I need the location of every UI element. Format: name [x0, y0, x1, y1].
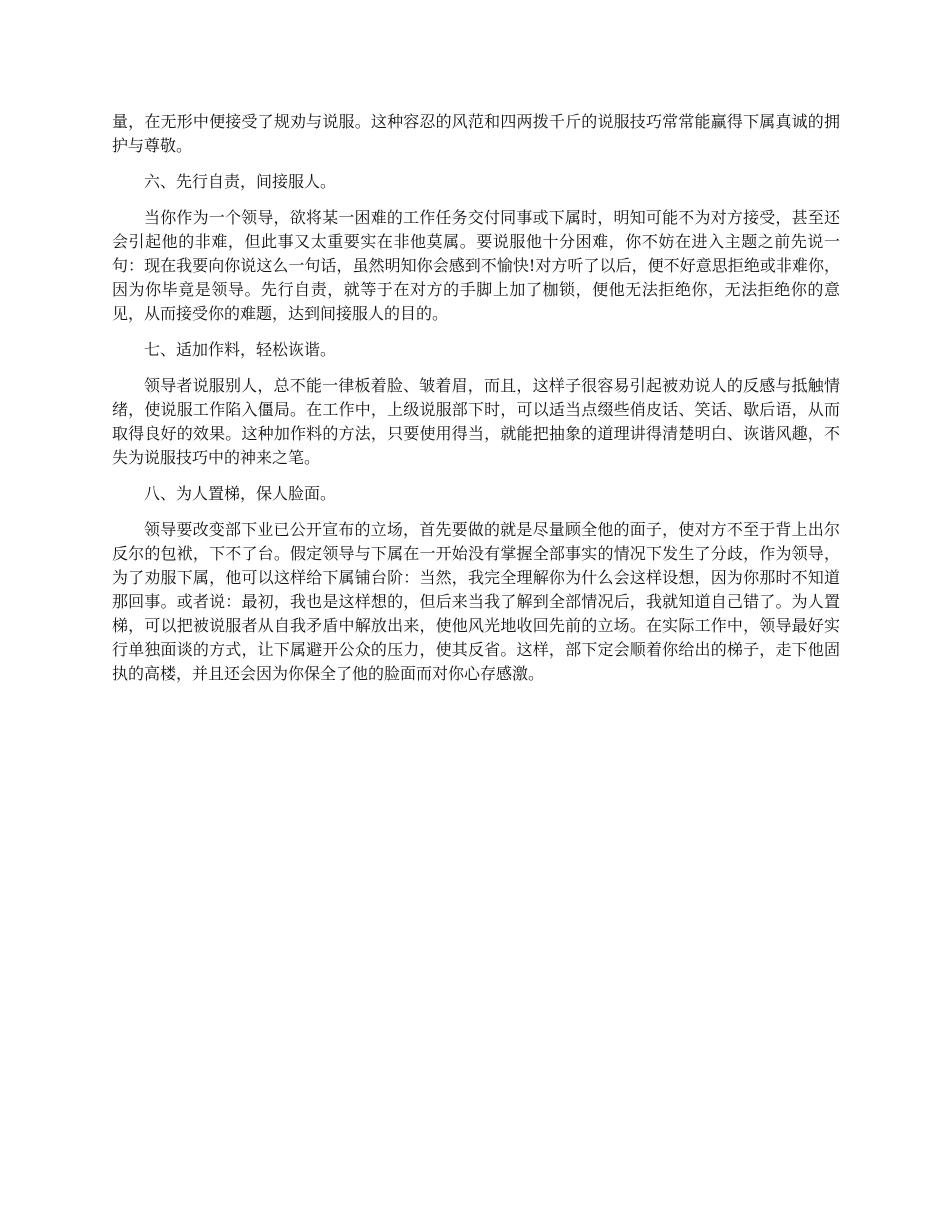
paragraph-continuation: 量，在无形中便接受了规劝与说服。这种容忍的风范和四两拨千斤的说服技巧常常能赢得下属真诚的拥护与尊敬。: [112, 112, 840, 155]
paragraph-section-8: 领导要改变部下业已公开宣布的立场，首先要做的就是尽量顾全他的面子，使对方不至于背上出尔反尔的包袱，下不了台。假定领导与下属在一开始没有掌握全部事实的情况下发生了分歧，作为领导，为了劝服下属，他可以这样给下属铺台阶：当然，我完全理解你为什么会这样设想，因为你那时不知道那回事。或者说：最初，我也是这样想的，但后来当我了解到全部情况后，我就知道自己错了。为人置梯，可以把被说服者从自我矛盾中解放出来，使他风光地收回先前的立场。在实际工作中，领导最好实行单独面谈的方式，让下属避开公众的压力，使其反省。这样，部下定会顺着你给出的梯子，走下他固执的高楼，并且还会因为你保全了他的脸面而对你心存感激。: [112, 520, 840, 683]
paragraph-section-7: 领导者说服别人，总不能一律板着脸、皱着眉，而且，这样子很容易引起被劝说人的反感与抵触情绪，使说服工作陷入僵局。在工作中，上级说服部下时，可以适当点缀些俏皮话、笑话、歇后语，从而取得良好的效果。这种加作料的方法，只要使用得当，就能把抽象的道理讲得清楚明白、诙谐风趣，不失为说服技巧中的神来之笔。: [112, 376, 840, 467]
document-page: [112, 110, 840, 698]
section-heading-6: 六、先行自责，间接服人。: [144, 172, 337, 191]
paragraph-section-6: 当你作为一个领导，欲将某一困难的工作任务交付同事或下属时，明知可能不为对方接受，甚至还会引起他的非难，但此事又太重要实在非他莫属。要说服他十分困难，你不妨在进入主题之前先说一句：现在我要向你说这么一句话，虽然明知你会感到不愉快!对方听了以后，便不好意思拒绝或非难你，因为你毕竟是领导。先行自责，就等于在对方的手脚上加了枷锁，便他无法拒绝你，无法拒绝你的意见，从而接受你的难题，达到间接服人的目的。: [112, 208, 840, 323]
section-heading-8: 八、为人置梯，保人脸面。: [144, 484, 337, 503]
section-heading-7: 七、适加作料，轻松诙谐。: [144, 340, 337, 359]
